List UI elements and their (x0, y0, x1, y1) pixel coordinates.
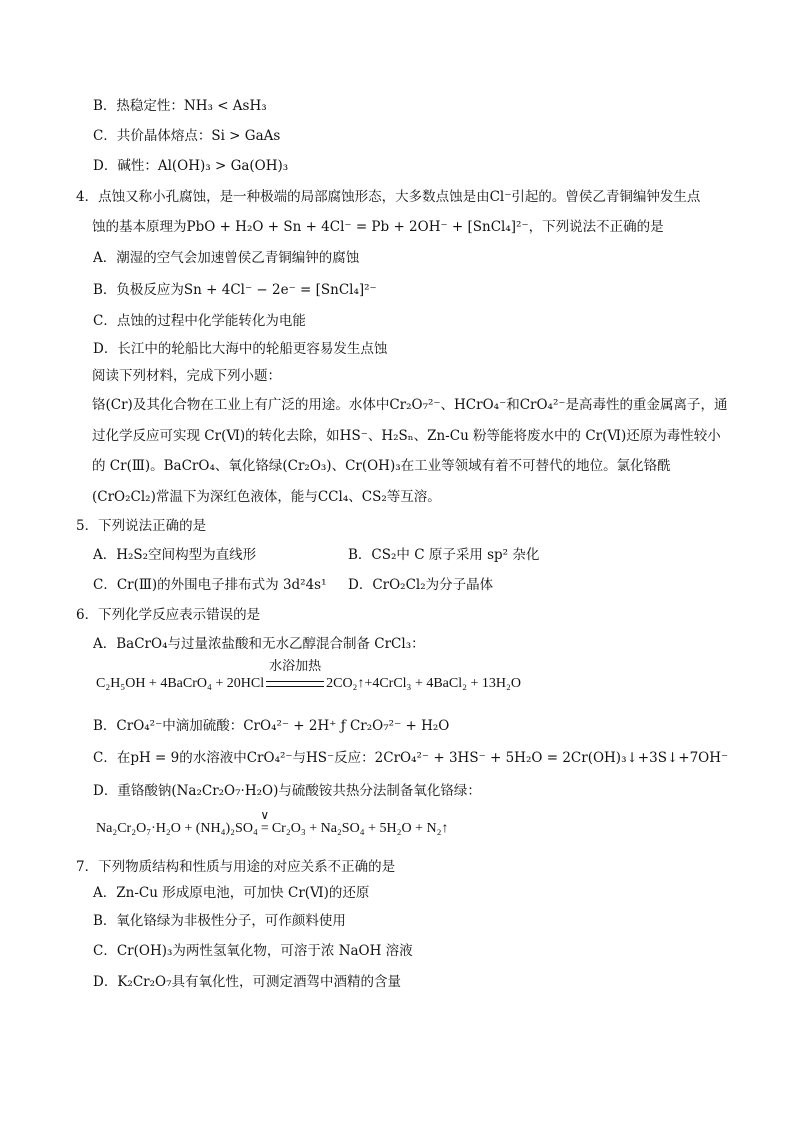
equation-a-products: 2CO₂↑+4CrCl₃ + 4BaCl₂ + 13H₂O (326, 676, 521, 691)
text-line: D．碱性：Al(OH)₃ > Ga(OH)₃ (93, 158, 289, 174)
heat-mark: ∨ (260, 808, 270, 822)
text-line: D．重铬酸钠(Na₂Cr₂O₇·H₂O)与硫酸铵共热分法制备氧化铬绿： (93, 783, 481, 799)
equals-sign: = (260, 821, 269, 836)
equals-double-bar (266, 681, 324, 687)
option-line: B．CS₂中 C 原子采用 sp² 杂化 (348, 547, 540, 563)
text-line: A．潮湿的空气会加速曾侯乙青铜编钟的腐蚀 (93, 250, 360, 266)
text-line: C．在pH = 9的水溶液中CrO₄²⁻与HS⁻反应：2CrO₄²⁻ + 3HS⁻ + 5H₂O = 2Cr(OH)₃↓+3S↓+7OH⁻ (93, 750, 729, 766)
option-line: D．CrO₂Cl₂为分子晶体 (348, 577, 494, 593)
text-line: 7．下列物质结构和性质与用途的对应关系不正确的是 (76, 859, 396, 875)
condition-label: 水浴加热 (269, 659, 322, 674)
text-line: A．BaCrO₄与过量浓盐酸和无水乙醇混合制备 CrCl₃： (93, 636, 425, 652)
text-line: C．Cr(Ⅲ)的外围电子排布式为 3d²4s¹ (93, 577, 327, 593)
text-line: 的 Cr(Ⅲ)。BaCrO₄、氧化铬绿(Cr₂O₃)、Cr(OH)₃在工业等领域有着不可替代的地位。氯化铬酰 (92, 458, 671, 474)
text-line: A．Zn-Cu 形成原电池，可加快 Cr(Ⅵ)的还原 (93, 885, 370, 901)
text-line: B．负极反应为Sn + 4Cl⁻ − 2e⁻ = [SnCl₄]²⁻ (93, 282, 377, 298)
equation-d-reactants: Na₂Cr₂O₇·H₂O + (NH₄)₂SO₄ (96, 821, 258, 836)
text-line: 5．下列说法正确的是 (76, 518, 207, 534)
heat-condition (258, 808, 272, 839)
text-line: B．氧化铬绿为非极性分子，可作颜料使用 (93, 913, 346, 929)
equation-a-reactants: C₂H₅OH + 4BaCrO₄ + 20HCl (96, 676, 265, 691)
text-line: 蚀的基本原理为PbO + H₂O + Sn + 4Cl⁻ = Pb + 2OH⁻ + [SnCl₄]²⁻，下列说法不正确的是 (92, 219, 664, 235)
text-line: C．点蚀的过程中化学能转化为电能 (93, 313, 306, 329)
text-line: C．共价晶体熔点：Si > GaAs (93, 128, 281, 144)
text-line: 6．下列化学反应表示错误的是 (76, 607, 261, 623)
text-line: 铬(Cr)及其化合物在工业上有广泛的用途。水体中Cr₂O₇²⁻、HCrO₄⁻和CrO₄²⁻是高毒性的重金属离子，通 (92, 397, 728, 413)
text-line: A．H₂S₂空间构型为直线形 (93, 547, 257, 563)
text-line: B．热稳定性：NH₃ < AsH₃ (93, 98, 267, 114)
text-line: 阅读下列材料，完成下列小题： (92, 368, 281, 384)
text-line: (CrO₂Cl₂)常温下为深红色液体，能与CCl₄、CS₂等互溶。 (92, 489, 441, 505)
text-line: 过化学反应可实现 Cr(Ⅵ)的转化去除，如HS⁻、H₂Sₙ、Zn-Cu 粉等能将废水中的 Cr(Ⅵ)还原为毒性较小 (92, 428, 721, 444)
text-line: B．CrO₄²⁻中滴加硫酸：CrO₄²⁻ + 2H⁺ ƒ Cr₂O₇²⁻ + H₂O (93, 718, 450, 734)
equation-d-products: Cr₂O₃ + Na₂SO₄ + 5H₂O + N₂↑ (271, 821, 449, 836)
text-line: C．Cr(OH)₃为两性氢氧化物，可溶于浓 NaOH 溶液 (93, 943, 413, 959)
text-line: D．长江中的轮船比大海中的轮船更容易发生点蚀 (93, 341, 388, 357)
text-line: D．K₂Cr₂O₇具有氧化性，可测定酒驾中酒精的含量 (93, 974, 401, 990)
reaction-condition (266, 659, 324, 694)
equation-d (96, 808, 449, 839)
equation-a (96, 659, 521, 694)
text-line: 4．点蚀又称小孔腐蚀，是一种极端的局部腐蚀形态，大多数点蚀是由Cl⁻引起的。曾侯乙青铜编钟发生点 (76, 189, 701, 205)
